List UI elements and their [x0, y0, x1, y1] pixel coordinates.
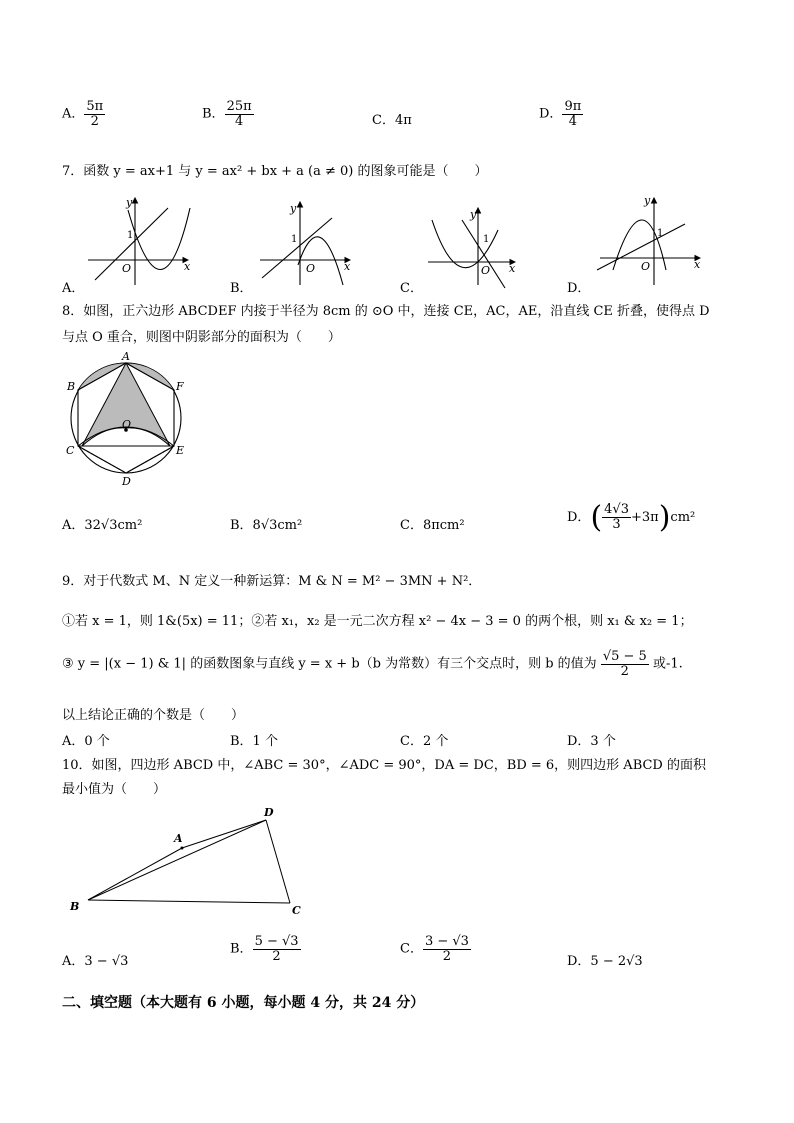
svg-text:O: O	[306, 262, 316, 275]
q8-figure	[60, 348, 200, 488]
svg-text:B: B	[70, 900, 80, 913]
q9-stem: 9．对于代数式 M、N 定义一种新运算：M & N = M² − 3MN + N²．	[62, 574, 482, 589]
q8-stem-line1: 8．如图，正六边形 ABCDEF 内接于半径为 8cm 的 ⊙O 中，连接 CE，AC，AE，沿直线 CE 折叠，使得点 D	[62, 304, 710, 319]
svg-text:O: O	[641, 260, 651, 273]
svg-text:1: 1	[483, 234, 490, 245]
svg-text:O: O	[122, 418, 132, 431]
q7-label-a: A．	[62, 281, 85, 296]
svg-text:A: A	[122, 350, 130, 363]
q9-option-c: C．2 个	[400, 734, 449, 749]
q10-option-c: C． $\frac{3 - √3}{2}$	[400, 934, 469, 964]
q7-label-b: B．	[230, 281, 253, 296]
q7-label-d: D．	[567, 281, 591, 296]
svg-text:D: D	[264, 806, 274, 819]
q6-option-c: C．4π	[372, 113, 412, 128]
q8-stem-line2: 与点 O 重合，则图中阴影部分的面积为（ ）	[62, 330, 341, 345]
q7-a-one: 1	[127, 230, 134, 241]
svg-text:1: 1	[291, 234, 298, 245]
svg-text:y: y	[290, 202, 297, 215]
q8-option-a: A．32√3cm²	[62, 518, 143, 533]
q10-option-a: A．3 − √3	[62, 954, 129, 969]
q6-option-b: B． $\frac{25\pi}{4}$	[202, 99, 252, 129]
svg-text:B: B	[67, 380, 76, 393]
svg-text:y: y	[644, 194, 651, 207]
q7-a-y-label: y	[126, 196, 133, 209]
q7-graph-a	[88, 198, 190, 285]
svg-text:A: A	[174, 832, 183, 845]
q7-graphs	[60, 190, 720, 290]
q6-option-a: A． $\frac{5\pi}{2}$	[62, 99, 104, 129]
q7-a-origin: O	[122, 262, 132, 275]
q7-stem: 7．函数 y = ax+1 与 y = ax² + bx + a (a ≠ 0) 的图象可能是（ ）	[62, 164, 488, 179]
q8-option-c: C．8πcm²	[400, 518, 465, 533]
q9-option-b: B．1 个	[230, 734, 278, 749]
q7-label-c: C．	[400, 281, 423, 296]
svg-text:F: F	[176, 380, 184, 393]
svg-text:O: O	[481, 264, 491, 277]
svg-text:y: y	[470, 208, 477, 221]
svg-text:x: x	[694, 258, 701, 271]
q10-option-d: D．5 − 2√3	[567, 954, 643, 969]
svg-text:D: D	[122, 475, 131, 488]
q10-stem-line1: 10．如图，四边形 ABCD 中，∠ABC = 30°，∠ADC = 90°，DA = DC，BD = 6，则四边形 ABCD 的面积	[62, 758, 706, 773]
svg-text:x: x	[344, 260, 351, 273]
q8-option-d: D．( $\frac{4√3}{3}$ +3π)cm²	[567, 500, 696, 535]
svg-text:1: 1	[657, 228, 664, 239]
q9-statements-1-2: ①若 x = 1，则 1&(5x) = 11；②若 x₁，x₂ 是一元二次方程 x² − 4x − 3 = 0 的两个根，则 x₁ & x₂ = 1；	[62, 614, 693, 629]
q9-option-d: D．3 个	[567, 734, 616, 749]
svg-text:C: C	[292, 904, 301, 917]
svg-text:E: E	[176, 444, 185, 457]
q8-option-b: B．8√3cm²	[230, 518, 303, 533]
q10-stem-line2: 最小值为（ ）	[62, 782, 167, 797]
q6-option-d: D． $\frac{9\pi}{4}$	[539, 99, 582, 129]
svg-text:C: C	[66, 444, 75, 457]
section-2-heading: 二、填空题（本大题有 6 小题，每小题 4 分，共 24 分）	[62, 995, 425, 1011]
q7-graph-b	[260, 202, 350, 285]
q10-figure	[60, 800, 320, 925]
q10-option-b: B． $\frac{5 - √3}{2}$	[230, 934, 299, 964]
q9-option-a: A．0 个	[62, 734, 110, 749]
svg-text:x: x	[509, 262, 516, 275]
q9-ask: 以上结论正确的个数是（ ）	[62, 708, 245, 723]
q9-statement-3: ③ y = |(x − 1) & 1| 的函数图象与直线 y = x + b（b 为常数）有三个交点时，则 b 的值为 $\frac{√5 - 5}{2}$ 或-1.	[62, 649, 683, 679]
q7-a-x-label: x	[184, 260, 191, 273]
